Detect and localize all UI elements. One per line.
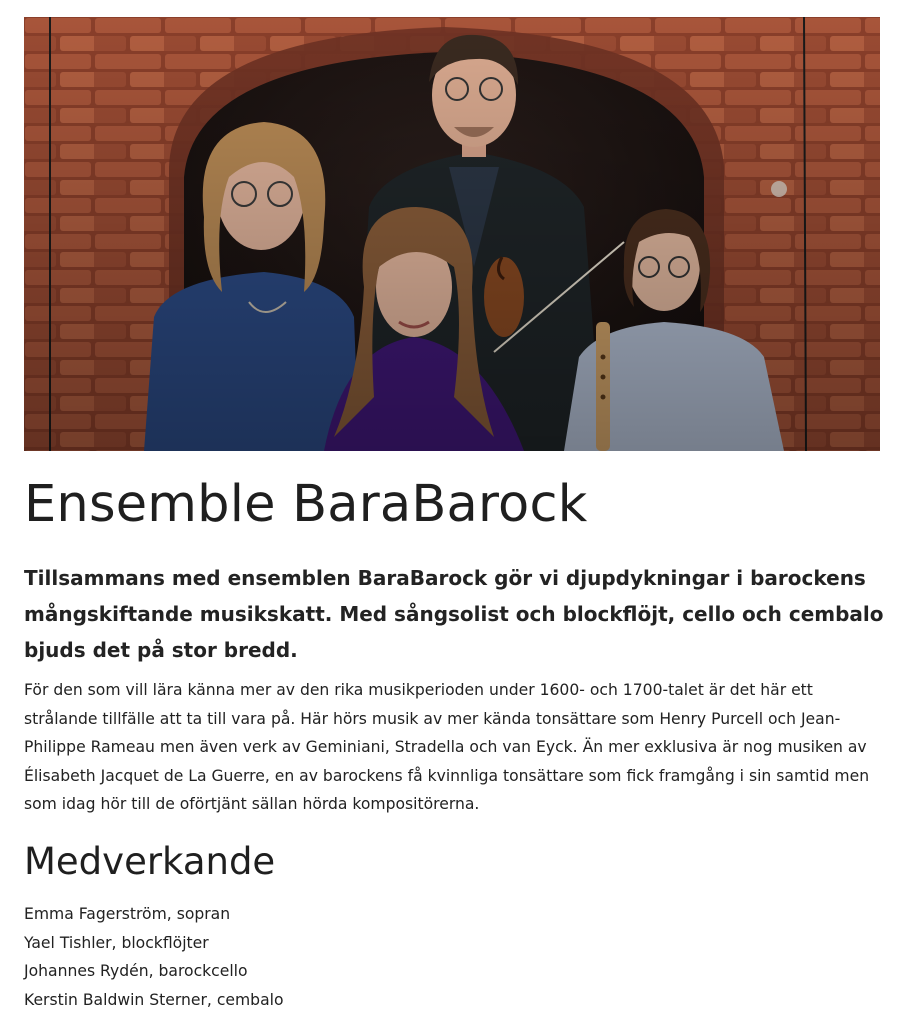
performer-item: Johannes Rydén, barockcello: [24, 962, 248, 981]
lead-paragraph: Tillsammans med ensemblen BaraBarock gör vi djupdykningar i barockens mångskiftande musikskatt. Med sångsolist och blockflöjt, cello och cembalo bjuds det på stor bredd.: [24, 566, 884, 662]
performer-item: Yael Tishler, blockflöjter: [24, 933, 209, 952]
performers-heading: Medverkande: [24, 840, 276, 883]
performer-item: Emma Fagerström, sopran: [24, 905, 231, 923]
hero-photo: [24, 17, 880, 451]
performer-item: Kerstin Baldwin Sterner, cembalo: [24, 990, 284, 1009]
performers-list: [24, 900, 284, 1014]
page-title: Ensemble BaraBarock: [24, 475, 588, 534]
ensemble-photo-illustration: [24, 17, 880, 451]
body-paragraph: För den som vill lära känna mer av den rika musikperioden under 1600- och 1700-talet är det här ett strålande tillfälle att ta till vara på. Här hörs musik av mer kända tonsättare som Henry Purcell och Jean-Philippe Rameau men även verk av Geminiani, Stradella och van Eyck. Än mer exklusiva är nog musiken av Élisabeth Jacquet de La Guerre, en av barockens få kvinnliga tonsättare som fick framgång i sin samtid men som idag hör till de oförtjänt sällan hörda kompositörerna.: [24, 681, 870, 814]
